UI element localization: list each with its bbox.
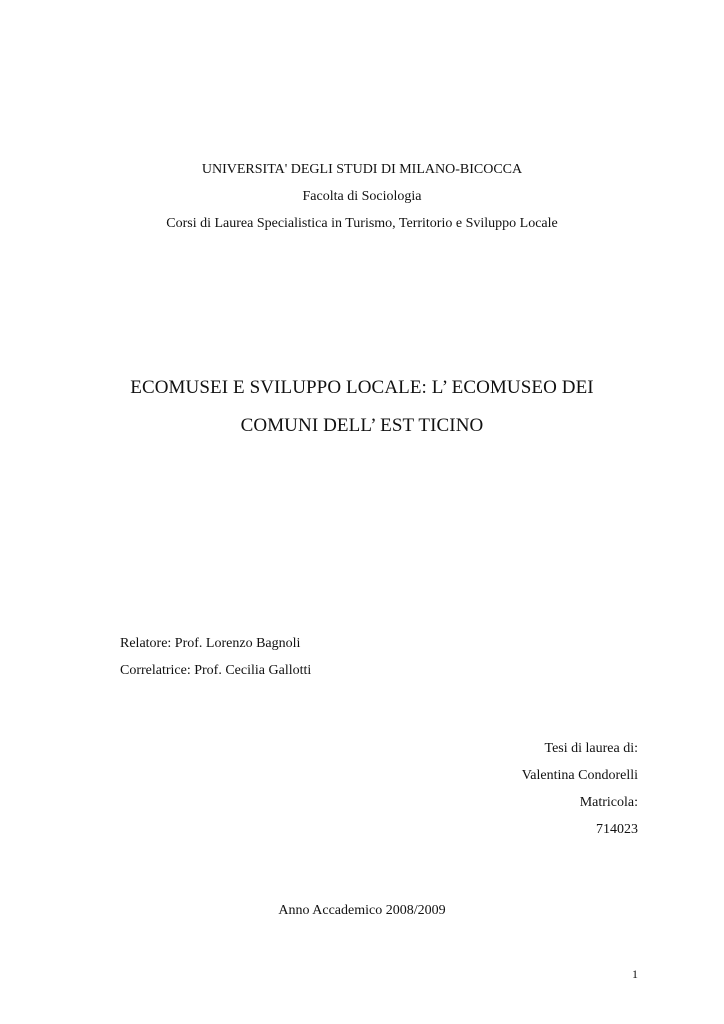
thesis-label: Tesi di laurea di:	[544, 741, 638, 756]
correlatrice-line: Correlatrice: Prof. Cecilia Gallotti	[120, 663, 312, 678]
supervisors-block	[120, 630, 311, 684]
author-block	[522, 735, 638, 843]
title-line-1: ECOMUSEI E SVILUPPO LOCALE: L’ ECOMUSEO DEI	[130, 377, 594, 398]
title-line-2: COMUNI DELL’ EST TICINO	[240, 415, 484, 436]
academic-year-text: Anno Accademico 2008/2009	[278, 903, 446, 918]
institution-header	[0, 156, 724, 237]
thesis-title	[0, 369, 724, 445]
university-name: UNIVERSITA' DEGLI STUDI DI MILANO-BICOCCA	[201, 162, 523, 177]
page-number: 1	[632, 967, 638, 981]
relatore-line: Relatore: Prof. Lorenzo Bagnoli	[120, 636, 301, 651]
academic-year	[0, 900, 724, 922]
matricola-label: Matricola:	[579, 795, 638, 810]
author-name: Valentina Condorelli	[521, 768, 638, 783]
matricola-number: 714023	[596, 822, 638, 837]
course-name: Corsi di Laurea Specialistica in Turismo, Territorio e Sviluppo Locale	[166, 216, 558, 231]
faculty-name: Facolta di Sociologia	[302, 189, 422, 204]
